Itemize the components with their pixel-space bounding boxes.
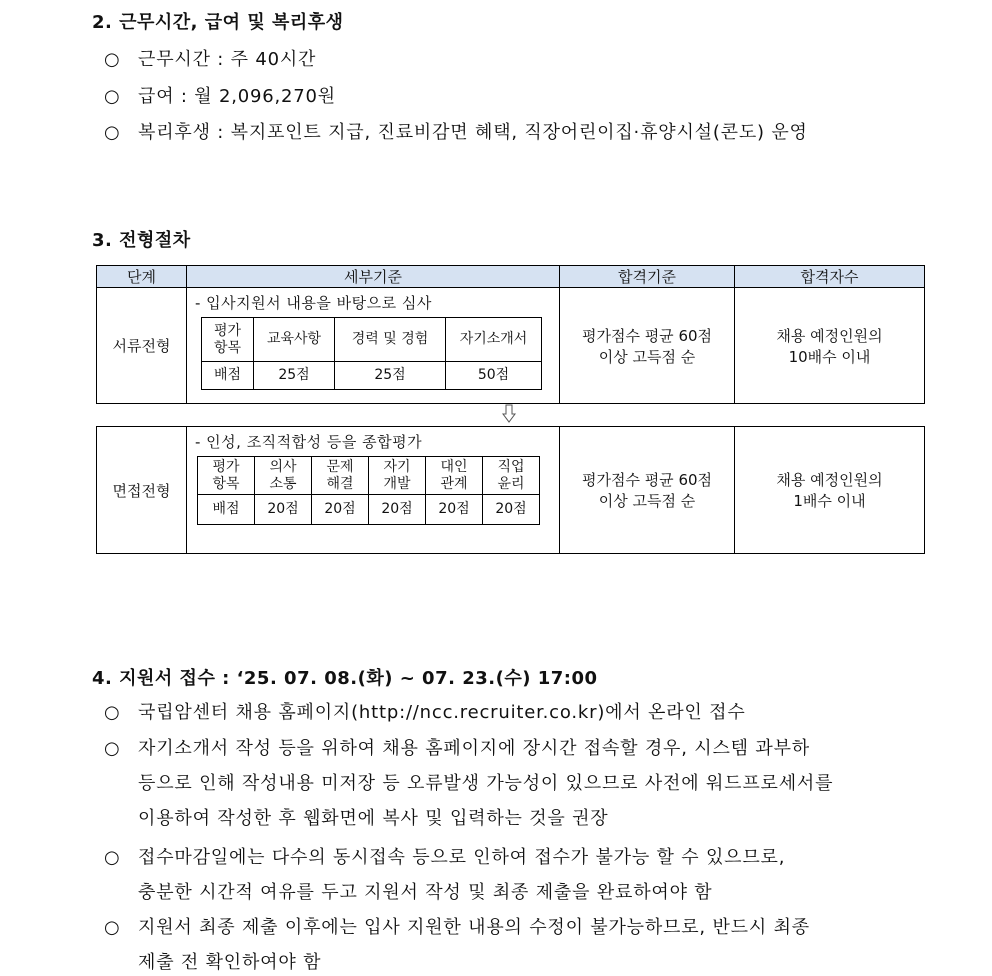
score: 20점 (312, 495, 369, 525)
table-header-row (97, 266, 925, 288)
item: 경력 및 경험 (335, 318, 446, 362)
score: 25점 (254, 362, 335, 390)
score-label: 배점 (198, 495, 255, 525)
table-row (97, 288, 925, 404)
bullet-continuation: 제출 전 확인하여야 함 (138, 952, 322, 973)
stage-name: 서류전형 (97, 288, 187, 404)
score-table (201, 317, 542, 390)
circle-bullet-icon: ○ (104, 702, 121, 723)
pass-criteria: 평가점수 평균 60점 이상 고득점 순 (560, 288, 735, 404)
pass-count: 채용 예정인원의 1배수 이내 (735, 427, 925, 554)
item: 자기소개서 (446, 318, 542, 362)
item: 문제 해결 (312, 457, 369, 495)
bullet-deadline-note: ○ 접수마감일에는 다수의 동시접속 등으로 인하여 접수가 불가능 할 수 있으므로, (104, 847, 786, 868)
bullet-continuation: 이용하여 작성한 후 웹화면에 복사 및 입력하는 것을 권장 (138, 808, 609, 829)
item: 직업 윤리 (483, 457, 540, 495)
section-3-title: 3. 전형절차 (92, 230, 191, 251)
score: 20점 (255, 495, 312, 525)
stage-description: - 입사지원서 내용을 바탕으로 심사 (195, 294, 432, 312)
circle-bullet-icon: ○ (104, 738, 121, 759)
circle-bullet-icon: ○ (104, 86, 121, 107)
header-detail: 세부기준 (187, 266, 560, 288)
bullet-welfare: ○ 복리후생 : 복지포인트 지급, 진료비감면 혜택, 직장어린이집·휴양시설(콘도) 운영 (104, 122, 808, 143)
bullet-continuation: 등으로 인해 작성내용 미저장 등 오류발생 가능성이 있으므로 사전에 워드프로세서를 (138, 773, 834, 794)
header-stage: 단계 (97, 266, 187, 288)
bullet-continuation: 충분한 시간적 여유를 두고 지원서 작성 및 최종 제출을 완료하여야 함 (138, 882, 713, 903)
down-arrow-icon (502, 404, 516, 424)
pass-criteria: 평가점수 평균 60점 이상 고득점 순 (560, 427, 735, 554)
score: 20점 (483, 495, 540, 525)
header-pass-criteria: 합격기준 (560, 266, 735, 288)
stage-detail (187, 427, 560, 554)
item: 의사 소통 (255, 457, 312, 495)
score: 20점 (426, 495, 483, 525)
score: 25점 (335, 362, 446, 390)
score: 20점 (369, 495, 426, 525)
header-pass-count: 합격자수 (735, 266, 925, 288)
circle-bullet-icon: ○ (104, 49, 121, 70)
bullet-salary: ○ 급여 : 월 2,096,270원 (104, 86, 336, 107)
score: 50점 (446, 362, 542, 390)
stage-name: 면접전형 (97, 427, 187, 554)
bullet-final-submit-note: ○ 지원서 최종 제출 이후에는 입사 지원한 내용의 수정이 불가능하므로, 반드시 최종 (104, 917, 810, 938)
circle-bullet-icon: ○ (104, 917, 121, 938)
score-table (197, 456, 540, 525)
screening-table-interview (96, 426, 925, 554)
items-label: 평가 항목 (198, 457, 255, 495)
bullet-work-hours: ○ 근무시간 : 주 40시간 (104, 49, 317, 70)
item: 교육사항 (254, 318, 335, 362)
items-label: 평가 항목 (202, 318, 254, 362)
score-label: 배점 (202, 362, 254, 390)
bullet-self-intro-note: ○ 자기소개서 작성 등을 위하여 채용 홈페이지에 장시간 접속할 경우, 시스템 과부하 (104, 738, 810, 759)
section-2-title: 2. 근무시간, 급여 및 복리후생 (92, 12, 344, 33)
circle-bullet-icon: ○ (104, 847, 121, 868)
item: 대인 관계 (426, 457, 483, 495)
table-row (97, 427, 925, 554)
stage-description: - 인성, 조직적합성 등을 종합평가 (195, 433, 423, 451)
screening-table-document (96, 265, 925, 404)
item: 자기 개발 (369, 457, 426, 495)
section-4-title: 4. 지원서 접수 : ‘25. 07. 08.(화) ~ 07. 23.(수) 17:00 (92, 668, 598, 689)
stage-detail (187, 288, 560, 404)
bullet-online-apply: ○ 국립암센터 채용 홈페이지(http://ncc.recruiter.co.kr)에서 온라인 접수 (104, 702, 746, 723)
pass-count: 채용 예정인원의 10배수 이내 (735, 288, 925, 404)
circle-bullet-icon: ○ (104, 122, 121, 143)
